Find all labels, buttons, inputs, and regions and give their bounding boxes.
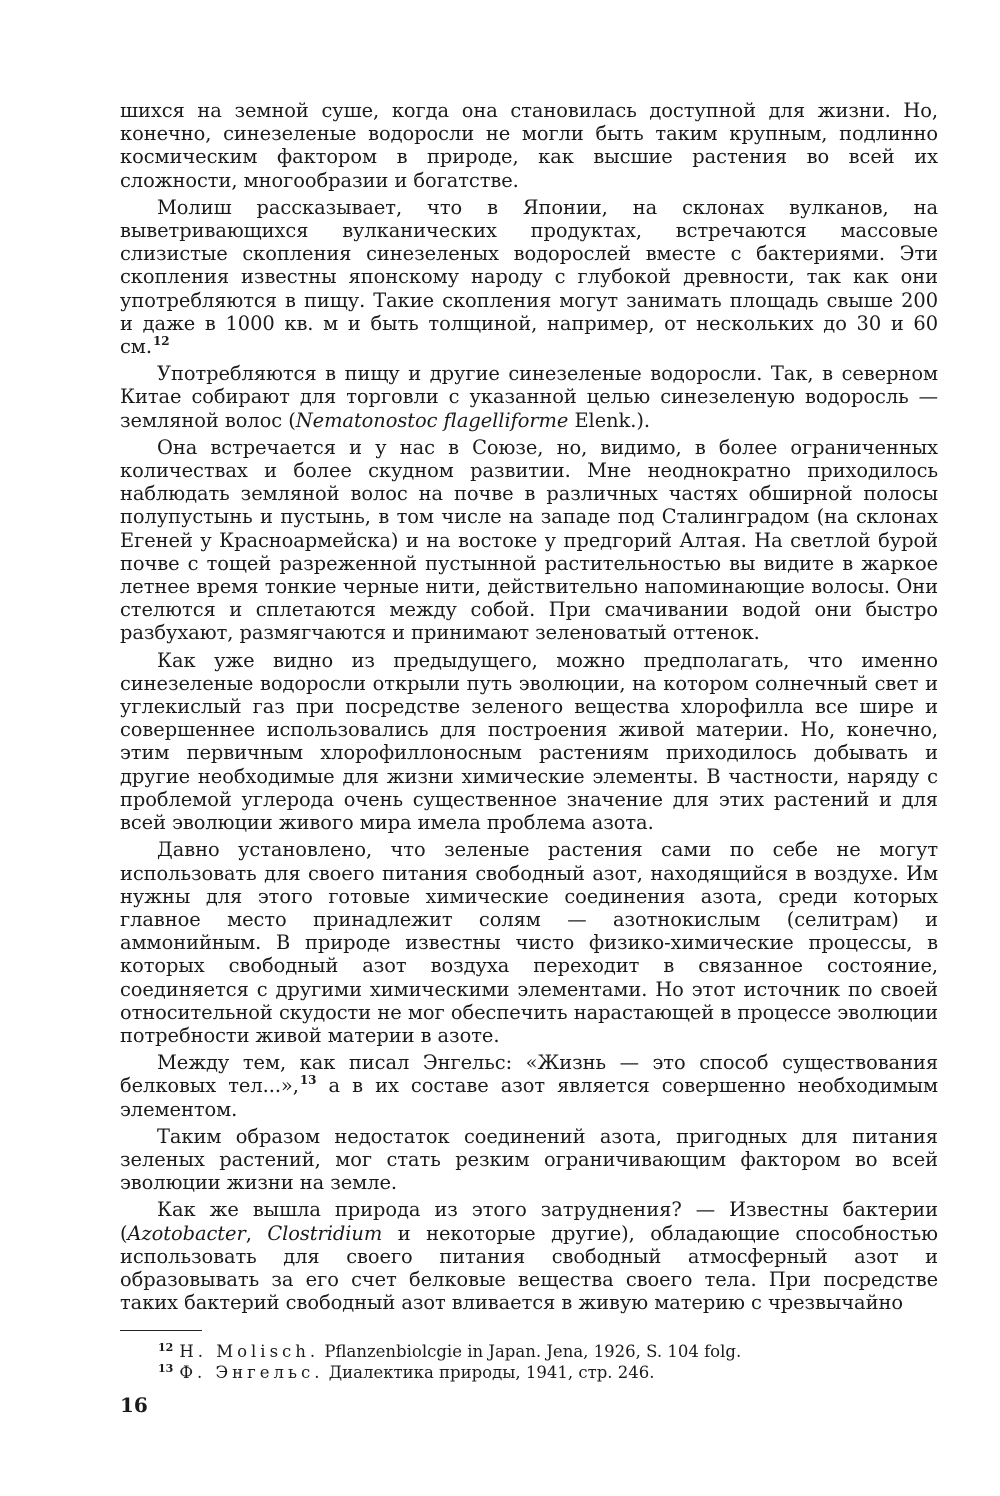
footnotes xyxy=(158,1341,918,1383)
footnote-number: 12 xyxy=(158,1341,174,1354)
main-text xyxy=(120,99,938,1318)
paragraph: Таким образом недостаток соединений азота, пригодных для питания зеленых растений, мог стать резким ограничивающим фактором во всей эволюции жизни на земле. xyxy=(120,1124,938,1195)
footnote-number: 13 xyxy=(158,1362,174,1375)
footnote-text: Pflanzenbiolcgie in Japan. Jena, 1926, S. 104 folg. xyxy=(319,1342,742,1361)
paragraph: Употребляются в пищу и другие синезеленые водоросли. Так, в северном Китае собирают для торговли с указанной целью синезеленую водоросль — земляной волос (Nematonostoc flagelliforme Elenk.). xyxy=(120,362,938,432)
paragraph: Она встречается и у нас в Союзе, но, видимо, в более ограниченных количествах и более скудном развитии. Мне неоднократно приходилось наблюдать земляной волос на почве в различных частях обширной полосы полупустынь и пустынь, в том числе на западе под Сталинградом (на склонах Егеней у Красноармейска) и на востоке у предгорий Алтая. На светлой бурой почве с тощей разреженной пустынной растительностью вы видите в жаркое летнее время тонкие черные нити, действительно напоминающие волосы. Они стелются и сплетаются между собой. При смачивании водой они быстро разбухают, размягчаются и принимают зеленоватый оттенок. xyxy=(120,435,938,645)
page-number: 16 xyxy=(120,1393,148,1417)
species-name: Nematonostoc flagelliforme xyxy=(295,408,569,432)
footnote-text: Диалектика природы, 1941, стр. 246. xyxy=(323,1363,655,1382)
genus-name: Clostridium xyxy=(267,1221,383,1245)
paragraph: Как уже видно из предыдущего, можно предполагать, что именно синезеленые водоросли открыли путь эволюции, на котором солнечный свет и углекислый газ при посредстве зеленого вещества хлорофилла все шире и совершеннее использовались для построения живой материи. Но, конечно, этим первичным хлорофиллоносным растениям приходилось добывать и другие необходимые для жизни химические элементы. В частности, наряду с проблемой углерода очень существенное значение для этих растений и для всей эволюции живого мира имела проблема азота. xyxy=(120,648,938,835)
footnote-item xyxy=(158,1362,918,1383)
footnote-author: Ф. Энгельс. xyxy=(179,1363,324,1382)
genus-name: Azotobacter xyxy=(127,1221,246,1245)
footnote-item xyxy=(158,1341,918,1362)
paragraph: шихся на земной суше, когда она становилась доступной для жизни. Но, конечно, синезеленые водоросли не могли быть таким крупным, подлинно космическим фактором в природе, как высшие растения во всей их сложности, многообразии и богатстве. xyxy=(120,99,938,192)
footnote-reference[interactable]: 13 xyxy=(299,1073,317,1088)
paragraph: Молиш рассказывает, что в Японии, на склонах вулканов, на выветривающихся вулканических продуктах, встречаются массовые слизистые скопления синезеленых водорослей вместе с бактериями. Эти скопления известны японскому народу с глубокой древности, так как они употребляются в пищу. Такие скопления могут занимать площадь свыше 200 и даже в 1000 кв. м и быть толщиной, например, от нескольких до 30 и 60 см.$^{12}$ xyxy=(120,195,938,359)
paragraph: Между тем, как писал Энгельс: «Жизнь — это способ существования белковых тел...»,$^{13}$ а в их составе азот является совершенно необходимым элементом. xyxy=(120,1051,938,1121)
footnote-reference[interactable]: 12 xyxy=(152,334,170,349)
paragraph: Давно установлено, что зеленые растения сами по себе не могут использовать для своего питания свободный азот, находящийся в воздухе. Им нужны для этого готовые химические соединения азота, среди которых главное место принадлежит солям — азотнокислым (селитрам) и аммонийным. В природе известны чисто физико-химические процессы, в которых свободный азот воздуха переходит в связанное состояние, соединяется с другими химическими элементами. Но этот источник по своей относительной скудости не мог обеспечить нарастающей в процессе эволюции потребности живой материи в азоте. xyxy=(120,838,938,1047)
footnote-divider xyxy=(120,1330,202,1331)
footnote-author: H. Molisch. xyxy=(179,1342,320,1361)
paragraph: Как же вышла природа из этого затруднения? — Известны бактерии (Azotobacter, Clostridium и некоторые другие), обладающие способностью использовать для своего питания свободный атмосферный азот и образовывать за его счет белковые вещества своего тела. При посредстве таких бактерий свободный азот вливается в живую материю с чрезвычайно xyxy=(120,1198,939,1315)
